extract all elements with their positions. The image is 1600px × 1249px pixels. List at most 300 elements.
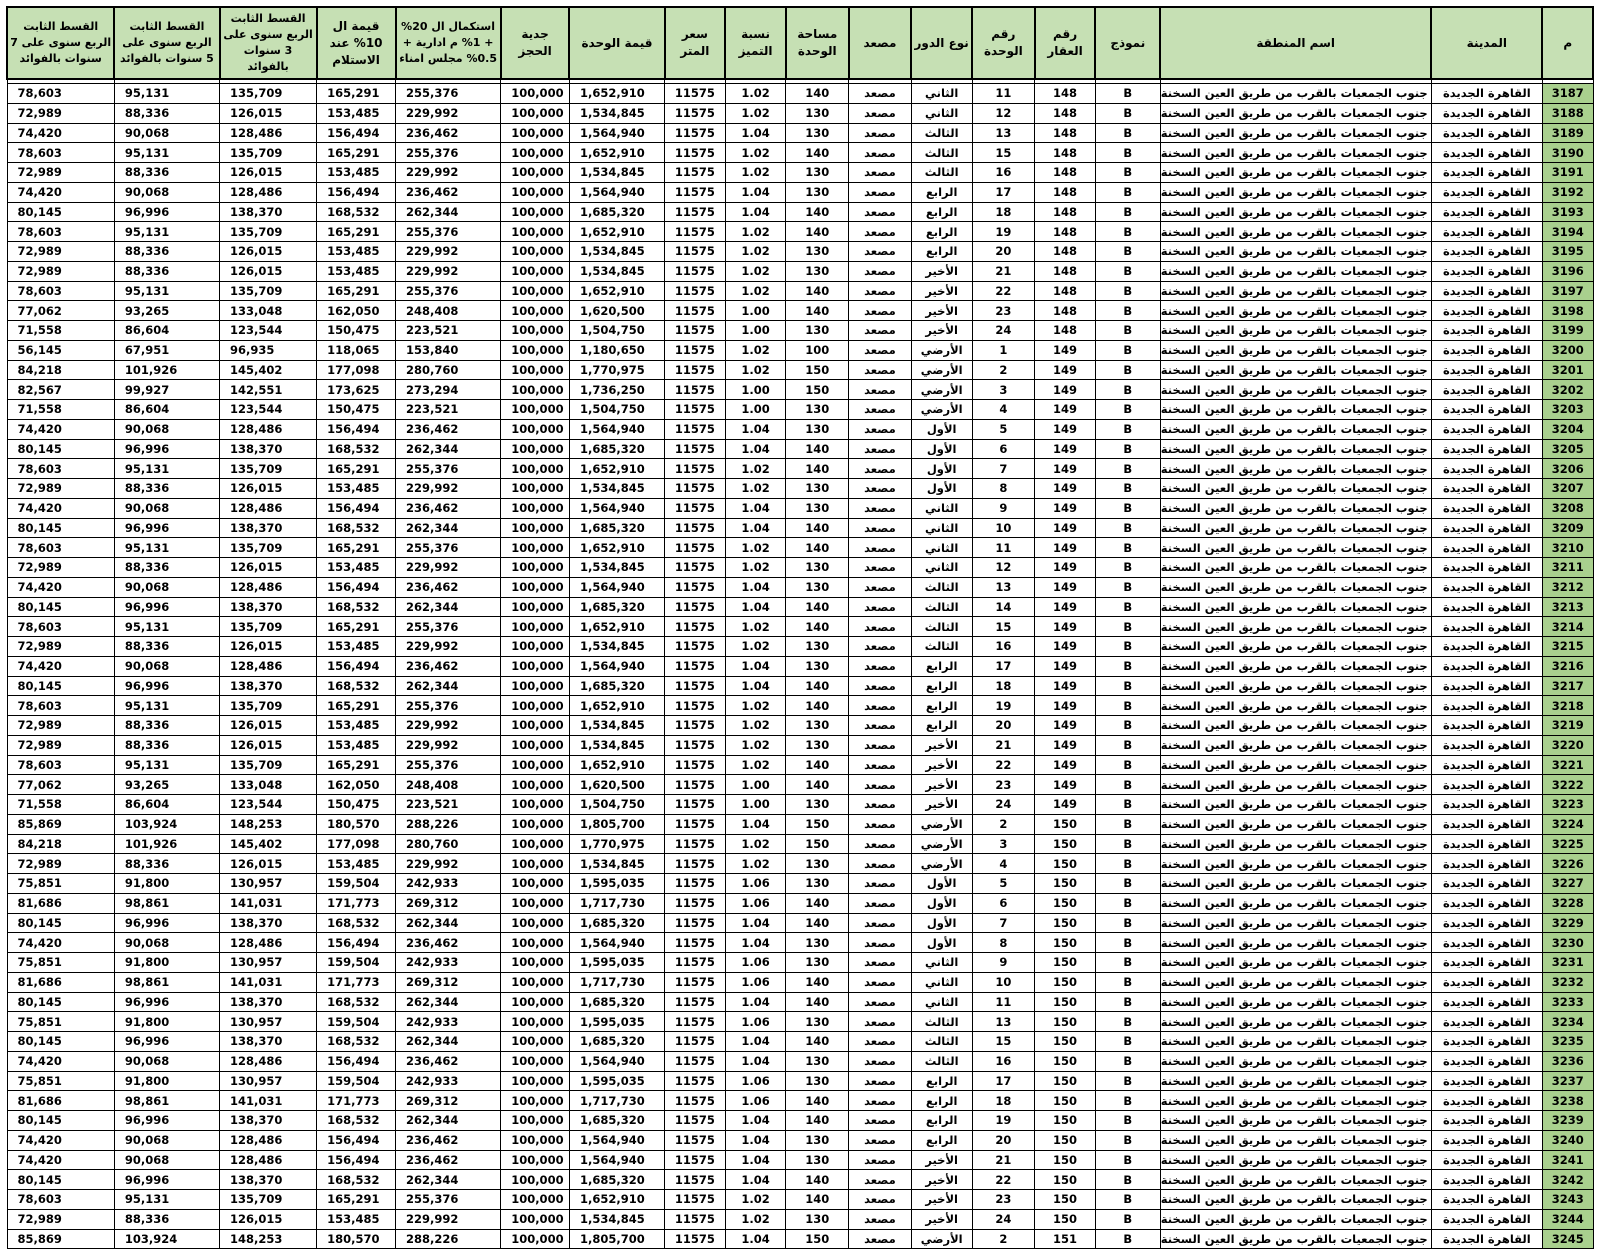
cell-floor: الثالث [911, 617, 972, 637]
cell-installment-5y: 96,996 [114, 676, 219, 696]
cell-floor: الأول [911, 874, 972, 894]
col-header-index: م [1542, 7, 1593, 79]
cell-elevator: مصعد [849, 84, 912, 104]
cell-index: 3210 [1542, 538, 1593, 558]
cell-meter-price: 11575 [665, 676, 726, 696]
cell-installment-7y: 72,989 [7, 163, 114, 183]
cell-unit-value: 1,652,910 [569, 1190, 664, 1210]
cell-unit-area: 140 [786, 972, 849, 992]
cell-area-name: جنوب الجمعيات بالقرب من طريق العين السخنة [1160, 84, 1431, 104]
cell-area-name: جنوب الجمعيات بالقرب من طريق العين السخنة [1160, 755, 1431, 775]
col-header-elevator: مصعد [849, 7, 912, 79]
cell-handover: 171,773 [317, 893, 396, 913]
cell-meter-price: 11575 [665, 1071, 726, 1091]
cell-floor: الرابع [911, 696, 972, 716]
cell-booking: 100,000 [501, 301, 570, 321]
cell-building: 149 [1035, 459, 1096, 479]
cell-unit-value: 1,504,750 [569, 321, 664, 341]
table-row [7, 795, 1593, 815]
table-row [7, 1091, 1593, 1111]
cell-index: 3236 [1542, 1051, 1593, 1071]
cell-installment-7y: 74,420 [7, 1150, 114, 1170]
cell-unit-area: 130 [786, 854, 849, 874]
cell-elevator: مصعد [849, 696, 912, 716]
cell-completion: 262,344 [396, 913, 501, 933]
cell-floor: الأول [911, 893, 972, 913]
cell-installment-7y: 72,989 [7, 735, 114, 755]
table-row [7, 103, 1593, 123]
cell-area-name: جنوب الجمعيات بالقرب من طريق العين السخنة [1160, 222, 1431, 242]
cell-installment-3y: 135,709 [220, 538, 317, 558]
cell-booking: 100,000 [501, 637, 570, 657]
cell-installment-7y: 80,145 [7, 992, 114, 1012]
cell-elevator: مصعد [849, 1170, 912, 1190]
cell-unit: 9 [972, 953, 1035, 973]
cell-elevator: مصعد [849, 1150, 912, 1170]
cell-index: 3232 [1542, 972, 1593, 992]
cell-installment-3y: 128,486 [220, 123, 317, 143]
cell-booking: 100,000 [501, 1209, 570, 1229]
table-row [7, 1209, 1593, 1229]
cell-model: B [1095, 459, 1160, 479]
cell-booking: 100,000 [501, 893, 570, 913]
cell-installment-3y: 141,031 [220, 972, 317, 992]
cell-unit-area: 130 [786, 558, 849, 578]
cell-unit: 7 [972, 913, 1035, 933]
cell-city: القاهرة الجديدة [1431, 301, 1542, 321]
cell-area-name: جنوب الجمعيات بالقرب من طريق العين السخنة [1160, 439, 1431, 459]
cell-index: 3220 [1542, 735, 1593, 755]
cell-booking: 100,000 [501, 1229, 570, 1249]
cell-elevator: مصعد [849, 1091, 912, 1111]
cell-unit: 17 [972, 1071, 1035, 1091]
cell-city: القاهرة الجديدة [1431, 182, 1542, 202]
cell-meter-price: 11575 [665, 577, 726, 597]
cell-model: B [1095, 281, 1160, 301]
cell-premium: 1.00 [725, 400, 786, 420]
cell-city: القاهرة الجديدة [1431, 1130, 1542, 1150]
cell-handover: 165,291 [317, 84, 396, 104]
cell-handover: 162,050 [317, 775, 396, 795]
cell-index: 3213 [1542, 597, 1593, 617]
cell-unit-area: 140 [786, 913, 849, 933]
cell-building: 150 [1035, 854, 1096, 874]
cell-meter-price: 11575 [665, 301, 726, 321]
cell-city: القاهرة الجديدة [1431, 597, 1542, 617]
cell-completion: 269,312 [396, 893, 501, 913]
cell-index: 3234 [1542, 1012, 1593, 1032]
cell-floor: الثالث [911, 1012, 972, 1032]
cell-unit-value: 1,620,500 [569, 301, 664, 321]
cell-installment-7y: 56,145 [7, 340, 114, 360]
cell-installment-7y: 75,851 [7, 953, 114, 973]
cell-floor: الثالث [911, 597, 972, 617]
cell-unit: 3 [972, 834, 1035, 854]
cell-unit: 4 [972, 854, 1035, 874]
cell-area-name: جنوب الجمعيات بالقرب من طريق العين السخنة [1160, 1150, 1431, 1170]
cell-building: 148 [1035, 182, 1096, 202]
cell-area-name: جنوب الجمعيات بالقرب من طريق العين السخنة [1160, 1130, 1431, 1150]
table-row [7, 261, 1593, 281]
cell-index: 3240 [1542, 1130, 1593, 1150]
cell-installment-3y: 126,015 [220, 479, 317, 499]
cell-unit-area: 130 [786, 1209, 849, 1229]
cell-model: B [1095, 597, 1160, 617]
cell-completion: 273,294 [396, 380, 501, 400]
table-row [7, 498, 1593, 518]
col-header-building-number: رقم العقار [1035, 7, 1096, 79]
cell-unit-area: 130 [786, 419, 849, 439]
cell-installment-5y: 95,131 [114, 1190, 219, 1210]
table-row [7, 301, 1593, 321]
cell-handover: 159,504 [317, 953, 396, 973]
cell-installment-7y: 74,420 [7, 933, 114, 953]
cell-area-name: جنوب الجمعيات بالقرب من طريق العين السخنة [1160, 656, 1431, 676]
cell-elevator: مصعد [849, 419, 912, 439]
cell-unit-area: 130 [786, 163, 849, 183]
cell-elevator: مصعد [849, 617, 912, 637]
col-header-floor-type: نوع الدور [911, 7, 972, 79]
cell-unit-value: 1,652,910 [569, 617, 664, 637]
cell-unit: 20 [972, 716, 1035, 736]
cell-installment-5y: 98,861 [114, 893, 219, 913]
cell-unit-area: 140 [786, 538, 849, 558]
cell-meter-price: 11575 [665, 1209, 726, 1229]
cell-city: القاهرة الجديدة [1431, 321, 1542, 341]
cell-meter-price: 11575 [665, 972, 726, 992]
cell-model: B [1095, 123, 1160, 143]
cell-meter-price: 11575 [665, 834, 726, 854]
cell-model: B [1095, 1170, 1160, 1190]
cell-model: B [1095, 400, 1160, 420]
col-header-completion-payment: استكمال ال 20% + 1% م ادارية + 0.5% مجلس امناء [396, 7, 501, 79]
cell-unit-area: 130 [786, 479, 849, 499]
cell-premium: 1.02 [725, 163, 786, 183]
cell-installment-3y: 138,370 [220, 1170, 317, 1190]
cell-completion: 262,344 [396, 597, 501, 617]
cell-floor: الثالث [911, 123, 972, 143]
table-row [7, 340, 1593, 360]
cell-premium: 1.06 [725, 1071, 786, 1091]
cell-city: القاهرة الجديدة [1431, 1170, 1542, 1190]
cell-unit-value: 1,595,035 [569, 1012, 664, 1032]
cell-index: 3215 [1542, 637, 1593, 657]
cell-booking: 100,000 [501, 202, 570, 222]
cell-city: القاهرة الجديدة [1431, 103, 1542, 123]
col-header-premium-ratio: نسبة التميز [725, 7, 786, 79]
cell-completion: 255,376 [396, 143, 501, 163]
cell-building: 148 [1035, 301, 1096, 321]
cell-index: 3196 [1542, 261, 1593, 281]
cell-unit-value: 1,652,910 [569, 696, 664, 716]
cell-area-name: جنوب الجمعيات بالقرب من طريق العين السخنة [1160, 558, 1431, 578]
table-row [7, 637, 1593, 657]
cell-premium: 1.04 [725, 933, 786, 953]
cell-booking: 100,000 [501, 656, 570, 676]
cell-installment-3y: 126,015 [220, 558, 317, 578]
cell-index: 3200 [1542, 340, 1593, 360]
cell-floor: الأخير [911, 775, 972, 795]
cell-booking: 100,000 [501, 1032, 570, 1052]
cell-floor: الرابع [911, 242, 972, 262]
cell-installment-5y: 95,131 [114, 84, 219, 104]
table-row [7, 992, 1593, 1012]
table-row [7, 84, 1593, 104]
cell-unit-area: 150 [786, 380, 849, 400]
cell-installment-3y: 141,031 [220, 1091, 317, 1111]
cell-city: القاهرة الجديدة [1431, 893, 1542, 913]
cell-completion: 255,376 [396, 696, 501, 716]
cell-installment-3y: 133,048 [220, 775, 317, 795]
cell-index: 3211 [1542, 558, 1593, 578]
cell-completion: 255,376 [396, 281, 501, 301]
cell-floor: الأخير [911, 735, 972, 755]
cell-premium: 1.04 [725, 597, 786, 617]
cell-unit-value: 1,564,940 [569, 419, 664, 439]
cell-unit-area: 130 [786, 953, 849, 973]
cell-elevator: مصعد [849, 775, 912, 795]
cell-area-name: جنوب الجمعيات بالقرب من طريق العين السخنة [1160, 972, 1431, 992]
cell-installment-7y: 74,420 [7, 577, 114, 597]
cell-completion: 223,521 [396, 795, 501, 815]
cell-booking: 100,000 [501, 321, 570, 341]
cell-meter-price: 11575 [665, 1190, 726, 1210]
cell-installment-7y: 74,420 [7, 182, 114, 202]
col-header-model: نموذج [1095, 7, 1160, 79]
cell-completion: 242,933 [396, 953, 501, 973]
cell-city: القاهرة الجديدة [1431, 755, 1542, 775]
cell-elevator: مصعد [849, 261, 912, 281]
table-row [7, 676, 1593, 696]
cell-city: القاهرة الجديدة [1431, 577, 1542, 597]
cell-completion: 255,376 [396, 538, 501, 558]
cell-city: القاهرة الجديدة [1431, 1012, 1542, 1032]
table-row [7, 538, 1593, 558]
cell-installment-3y: 128,486 [220, 182, 317, 202]
cell-city: القاهرة الجديدة [1431, 380, 1542, 400]
cell-elevator: مصعد [849, 123, 912, 143]
cell-floor: الأرضي [911, 854, 972, 874]
cell-index: 3204 [1542, 419, 1593, 439]
cell-handover: 156,494 [317, 498, 396, 518]
cell-installment-3y: 126,015 [220, 1209, 317, 1229]
cell-premium: 1.04 [725, 1051, 786, 1071]
cell-booking: 100,000 [501, 834, 570, 854]
cell-elevator: مصعد [849, 301, 912, 321]
cell-unit: 18 [972, 1091, 1035, 1111]
cell-model: B [1095, 242, 1160, 262]
cell-meter-price: 11575 [665, 854, 726, 874]
cell-unit-area: 140 [786, 281, 849, 301]
cell-building: 150 [1035, 1190, 1096, 1210]
cell-floor: الرابع [911, 656, 972, 676]
cell-elevator: مصعد [849, 972, 912, 992]
cell-meter-price: 11575 [665, 617, 726, 637]
cell-installment-5y: 96,996 [114, 597, 219, 617]
cell-unit-value: 1,564,940 [569, 1150, 664, 1170]
cell-elevator: مصعد [849, 380, 912, 400]
cell-completion: 255,376 [396, 1190, 501, 1210]
cell-building: 150 [1035, 874, 1096, 894]
cell-meter-price: 11575 [665, 222, 726, 242]
cell-unit-value: 1,504,750 [569, 400, 664, 420]
cell-city: القاهرة الجديدة [1431, 340, 1542, 360]
cell-premium: 1.02 [725, 261, 786, 281]
cell-booking: 100,000 [501, 735, 570, 755]
cell-unit-area: 150 [786, 360, 849, 380]
cell-handover: 156,494 [317, 656, 396, 676]
cell-building: 149 [1035, 360, 1096, 380]
cell-unit-value: 1,534,845 [569, 163, 664, 183]
cell-model: B [1095, 676, 1160, 696]
cell-handover: 168,532 [317, 1032, 396, 1052]
cell-unit-value: 1,736,250 [569, 380, 664, 400]
cell-index: 3241 [1542, 1150, 1593, 1170]
cell-unit-area: 130 [786, 1051, 849, 1071]
cell-floor: الأول [911, 459, 972, 479]
cell-model: B [1095, 143, 1160, 163]
cell-floor: الرابع [911, 1091, 972, 1111]
cell-completion: 229,992 [396, 479, 501, 499]
cell-building: 149 [1035, 479, 1096, 499]
cell-handover: 168,532 [317, 597, 396, 617]
table-row [7, 933, 1593, 953]
cell-unit-value: 1,564,940 [569, 577, 664, 597]
cell-installment-5y: 95,131 [114, 281, 219, 301]
cell-unit-area: 130 [786, 261, 849, 281]
cell-unit-area: 140 [786, 1032, 849, 1052]
cell-completion: 255,376 [396, 84, 501, 104]
cell-area-name: جنوب الجمعيات بالقرب من طريق العين السخنة [1160, 1051, 1431, 1071]
cell-elevator: مصعد [849, 400, 912, 420]
cell-premium: 1.02 [725, 143, 786, 163]
cell-premium: 1.02 [725, 84, 786, 104]
cell-handover: 153,485 [317, 716, 396, 736]
cell-installment-5y: 86,604 [114, 795, 219, 815]
cell-handover: 153,485 [317, 103, 396, 123]
cell-index: 3208 [1542, 498, 1593, 518]
cell-unit: 11 [972, 992, 1035, 1012]
cell-booking: 100,000 [501, 795, 570, 815]
cell-index: 3205 [1542, 439, 1593, 459]
cell-completion: 229,992 [396, 163, 501, 183]
cell-area-name: جنوب الجمعيات بالقرب من طريق العين السخنة [1160, 380, 1431, 400]
cell-meter-price: 11575 [665, 439, 726, 459]
cell-floor: الثالث [911, 163, 972, 183]
cell-installment-3y: 135,709 [220, 84, 317, 104]
cell-meter-price: 11575 [665, 143, 726, 163]
cell-premium: 1.00 [725, 321, 786, 341]
table-row [7, 400, 1593, 420]
cell-completion: 236,462 [396, 1051, 501, 1071]
cell-unit-value: 1,717,730 [569, 972, 664, 992]
cell-index: 3237 [1542, 1071, 1593, 1091]
cell-unit-value: 1,534,845 [569, 479, 664, 499]
cell-installment-3y: 148,253 [220, 814, 317, 834]
table-row [7, 419, 1593, 439]
cell-unit: 16 [972, 637, 1035, 657]
cell-floor: الأرضي [911, 360, 972, 380]
table-row [7, 281, 1593, 301]
cell-installment-3y: 145,402 [220, 360, 317, 380]
cell-installment-7y: 80,145 [7, 518, 114, 538]
cell-unit-value: 1,534,845 [569, 854, 664, 874]
cell-completion: 236,462 [396, 1150, 501, 1170]
cell-unit-area: 140 [786, 439, 849, 459]
cell-elevator: مصعد [849, 953, 912, 973]
cell-model: B [1095, 558, 1160, 578]
cell-city: القاهرة الجديدة [1431, 716, 1542, 736]
cell-installment-7y: 75,851 [7, 874, 114, 894]
cell-city: القاهرة الجديدة [1431, 202, 1542, 222]
cell-premium: 1.02 [725, 459, 786, 479]
cell-building: 148 [1035, 123, 1096, 143]
cell-unit: 10 [972, 518, 1035, 538]
cell-handover: 159,504 [317, 874, 396, 894]
cell-booking: 100,000 [501, 222, 570, 242]
cell-installment-3y: 142,551 [220, 380, 317, 400]
table-row [7, 1229, 1593, 1249]
cell-installment-7y: 71,558 [7, 795, 114, 815]
cell-elevator: مصعد [849, 340, 912, 360]
cell-premium: 1.02 [725, 103, 786, 123]
cell-unit-area: 140 [786, 775, 849, 795]
cell-area-name: جنوب الجمعيات بالقرب من طريق العين السخنة [1160, 1111, 1431, 1131]
cell-unit-value: 1,534,845 [569, 735, 664, 755]
cell-city: القاهرة الجديدة [1431, 459, 1542, 479]
cell-area-name: جنوب الجمعيات بالقرب من طريق العين السخنة [1160, 874, 1431, 894]
cell-unit-area: 130 [786, 656, 849, 676]
cell-completion: 242,933 [396, 1012, 501, 1032]
cell-installment-5y: 90,068 [114, 1150, 219, 1170]
cell-meter-price: 11575 [665, 992, 726, 1012]
cell-meter-price: 11575 [665, 1150, 726, 1170]
cell-elevator: مصعد [849, 1012, 912, 1032]
cell-premium: 1.02 [725, 735, 786, 755]
cell-model: B [1095, 498, 1160, 518]
cell-area-name: جنوب الجمعيات بالقرب من طريق العين السخنة [1160, 1012, 1431, 1032]
table-row [7, 123, 1593, 143]
cell-building: 149 [1035, 617, 1096, 637]
cell-handover: 153,485 [317, 242, 396, 262]
cell-unit-value: 1,652,910 [569, 84, 664, 104]
cell-premium: 1.04 [725, 913, 786, 933]
cell-handover: 153,485 [317, 637, 396, 657]
cell-floor: الثاني [911, 518, 972, 538]
cell-building: 150 [1035, 1130, 1096, 1150]
cell-installment-7y: 72,989 [7, 854, 114, 874]
cell-floor: الرابع [911, 716, 972, 736]
cell-handover: 156,494 [317, 123, 396, 143]
cell-unit: 5 [972, 419, 1035, 439]
cell-completion: 262,344 [396, 1111, 501, 1131]
cell-unit-value: 1,685,320 [569, 202, 664, 222]
col-header-meter-price: سعر المتر [665, 7, 726, 79]
cell-installment-7y: 74,420 [7, 498, 114, 518]
cell-unit-value: 1,504,750 [569, 795, 664, 815]
cell-unit: 19 [972, 696, 1035, 716]
cell-handover: 150,475 [317, 400, 396, 420]
cell-building: 148 [1035, 143, 1096, 163]
cell-installment-7y: 81,686 [7, 972, 114, 992]
cell-completion: 255,376 [396, 617, 501, 637]
cell-unit: 15 [972, 143, 1035, 163]
cell-completion: 236,462 [396, 656, 501, 676]
cell-area-name: جنوب الجمعيات بالقرب من طريق العين السخنة [1160, 182, 1431, 202]
cell-model: B [1095, 103, 1160, 123]
cell-building: 148 [1035, 261, 1096, 281]
cell-installment-5y: 93,265 [114, 775, 219, 795]
